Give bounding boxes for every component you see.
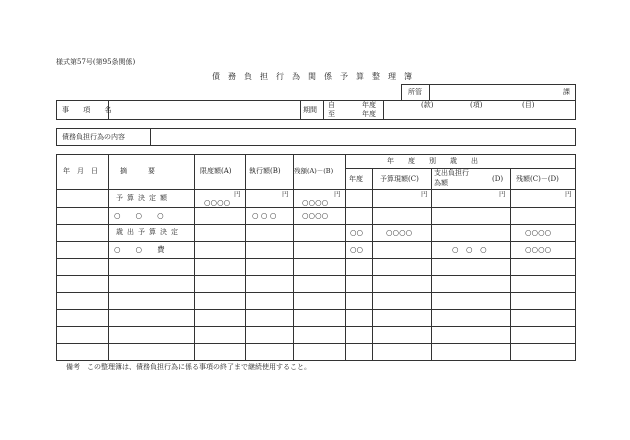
row-divider — [56, 241, 576, 242]
col-divider — [431, 168, 432, 361]
cell-remain: ○○○○ — [525, 245, 552, 254]
col-header-tekiyo: 摘 要 — [120, 167, 155, 175]
row-divider — [56, 343, 576, 344]
row-divider — [56, 189, 576, 190]
cell-remain: ○○○○ — [525, 228, 552, 237]
content-label: 債務負担行為の内容 — [62, 133, 125, 141]
yen-unit: 円 — [234, 190, 241, 198]
cell-budget: ○○○○ — [386, 228, 413, 237]
cell-balance: ○○○○ — [302, 198, 329, 207]
col-header-year: 年度 — [349, 175, 363, 183]
cell-executed: ○ ○ ○ — [252, 211, 277, 220]
shokan-label: 所管 — [408, 88, 422, 96]
divider — [323, 100, 324, 120]
divider — [429, 84, 430, 101]
cell-tekiyo: ○ ○ 費 — [114, 245, 165, 254]
col-divider — [510, 168, 511, 361]
row-divider — [56, 326, 576, 327]
col-header-limit: 限度額(A) — [200, 167, 232, 175]
kan-label: (款) — [421, 101, 434, 109]
kou-label: (項) — [470, 101, 483, 109]
yen-unit: 円 — [565, 190, 572, 198]
cell-year: ○○ — [350, 245, 364, 254]
col-header-date: 年 月 日 — [63, 167, 98, 175]
form-title: 債務負担行為関係予算整理簿 — [212, 72, 420, 81]
yen-unit: 円 — [421, 190, 428, 198]
row-divider — [56, 292, 576, 293]
row-divider — [56, 258, 576, 259]
yen-unit: 円 — [499, 190, 506, 198]
shi-label: 至 — [328, 110, 335, 118]
cell-year: ○○ — [350, 228, 364, 237]
row-divider — [56, 309, 576, 310]
kikan-label: 期間 — [303, 106, 317, 114]
yen-unit: 円 — [334, 190, 341, 198]
cell-spend: ○ ○ ○ — [452, 245, 487, 254]
divider — [383, 100, 384, 120]
jiko-label: 事 項 名 — [62, 106, 118, 114]
cell-tekiyo: 予算決定額 — [116, 194, 171, 202]
group-header-annual: 年 度 別 歳 出 — [387, 157, 478, 165]
nendo-to-label: 年度 — [362, 110, 376, 118]
col-header-remain: 残額(C)－(D) — [516, 175, 559, 183]
nendo-from-label: 年度 — [362, 101, 376, 109]
divider — [300, 100, 301, 120]
cell-balance: ○○○○ — [302, 211, 329, 220]
row-divider — [56, 224, 576, 225]
cell-limit: ○○○○ — [204, 198, 231, 207]
divider — [150, 128, 151, 146]
ji-label: 自 — [328, 101, 335, 109]
col-header-spend-line2: 為額 — [434, 179, 448, 187]
row-divider — [56, 275, 576, 276]
col-header-balance: 残額(A)－(B) — [294, 167, 334, 175]
col-header-budget: 予算現額(C) — [380, 175, 419, 183]
col-header-executed: 執行額(B) — [249, 167, 281, 175]
cell-tekiyo: ○ ○ ○ — [114, 211, 164, 220]
ka-label: 課 — [563, 88, 570, 96]
footnote: 備考 この整理簿は、債務負担行為に係る事項の終了まで継続使用すること。 — [66, 363, 311, 371]
col-header-spend-line1: 支出負担行 — [434, 169, 469, 177]
moku-label: (目) — [522, 101, 535, 109]
yen-unit: 円 — [282, 190, 289, 198]
row-divider — [56, 207, 576, 208]
col-divider — [372, 168, 373, 361]
col-header-spend-code: (D) — [492, 175, 504, 183]
cell-tekiyo: 歳出予算決定 — [116, 228, 182, 236]
content-row — [56, 128, 576, 146]
form-code: 様式第57号(第95条関係) — [56, 58, 136, 66]
shokan-box — [401, 84, 576, 101]
